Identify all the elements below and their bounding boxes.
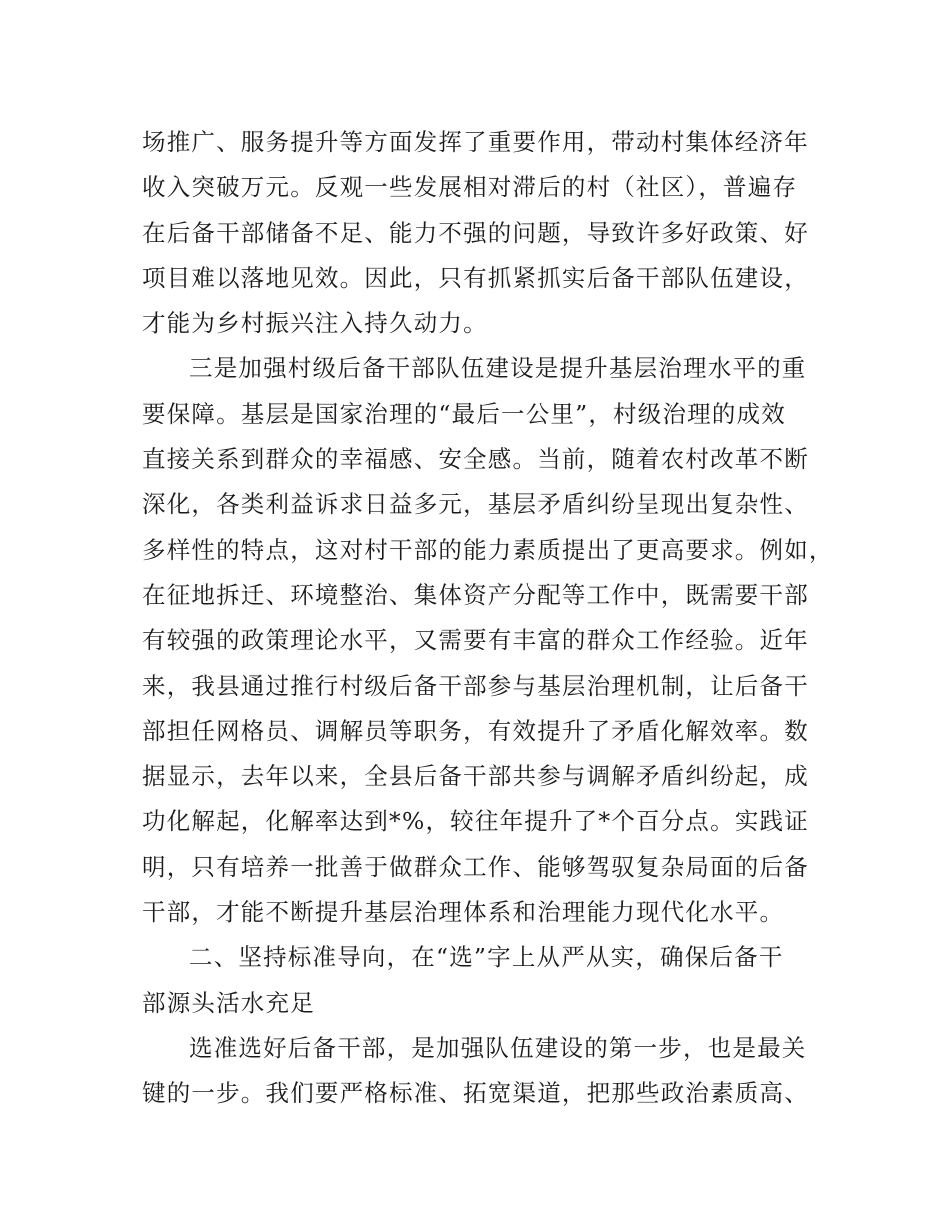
text-line: 多样性的特点，这对村干部的能力素质提出了更高要求。例如， [142,535,834,564]
text-line: 三是加强村级后备干部队伍建设是提升基层治理水平的重 [189,354,807,383]
text-line: 场推广、服务提升等方面发挥了重要作用，带动村集体经济年 [142,128,809,156]
text-line: 项目难以落地见效。因此，只有抓紧抓实后备干部队伍建设， [142,263,809,292]
text-line: 在征地拆迁、环境整治、集体资产分配等工作中，既需要干部 [142,580,809,609]
text-line: 有较强的政策理论水平，又需要有丰富的群众工作经验。近年 [142,626,809,655]
heading-line: 二、坚持标准导向，在“选”字上从严从实，确保后备干 [189,943,784,972]
section-heading [142,935,832,1026]
text-line: 要保障。基层是国家治理的“最后一公里”，村级治理的成效 [142,399,786,428]
text-line: 直接关系到群众的幸福感、安全感。当前，随着农村改革不断 [142,445,809,474]
text-line: 深化，各类利益诉求日益多元，基层矛盾纠纷呈现出复杂性、 [142,490,809,519]
heading-line: 部源头活水充足 [142,988,315,1017]
text-line: 才能为乡村振兴注入持久动力。 [142,309,488,338]
text-line: 部担任网格员、调解员等职务，有效提升了矛盾化解效率。数 [142,716,809,745]
text-line: 干部，才能不断提升基层治理体系和治理能力现代化水平。 [142,898,785,927]
text-line: 在后备干部储备不足、能力不强的问题，导致许多好政策、好 [142,218,809,247]
text-line: 收入突破万元。反观一些发展相对滞后的村（社区），普遍存 [142,173,798,202]
text-line: 功化解起，化解率达到*%，较往年提升了*个百分点。实践证 [142,807,809,836]
text-line: 据显示，去年以来，全县后备干部共参与调解矛盾纠纷起，成 [142,762,809,791]
text-line: 选准选好后备干部，是加强队伍建设的第一步，也是最关 [189,1033,807,1062]
paragraph-p1 [142,120,832,346]
document-body [142,120,832,1117]
paragraph-p4 [142,1026,832,1117]
text-line: 键的一步。我们要严格标准、拓宽渠道，把那些政治素质高、 [142,1079,809,1108]
text-line: 来，我县通过推行村级后备干部参与基层治理机制，让后备干 [142,671,809,700]
paragraph-p2 [142,346,832,935]
text-line: 明，只有培养一批善于做群众工作、能够驾驭复杂局面的后备 [142,852,809,881]
